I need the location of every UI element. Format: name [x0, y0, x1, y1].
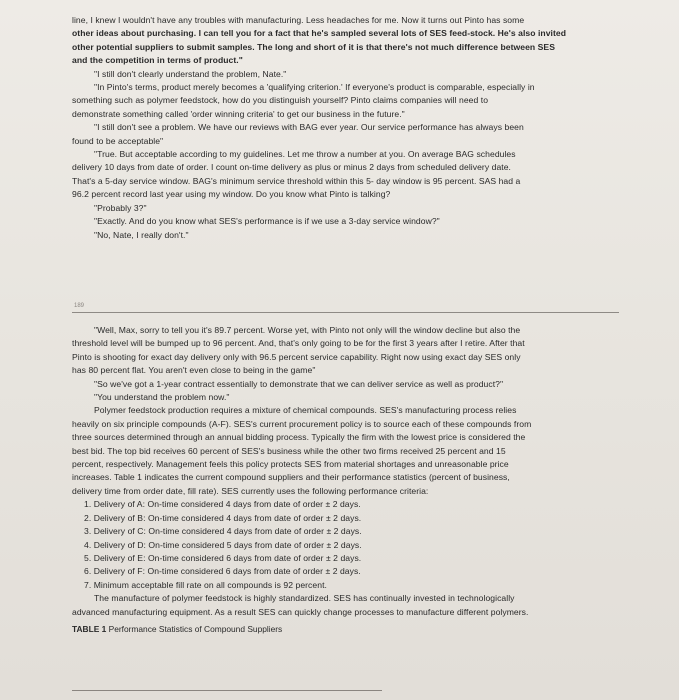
paragraph-line: something such as polymer feedstock, how do you distinguish yourself? Pinto claims companies will need to: [72, 95, 489, 106]
dialogue-line: "You understand the problem now.": [94, 392, 230, 403]
paragraph-line: demonstrate something called 'order winning criteria' to get our business in the future.": [72, 108, 405, 119]
criteria-item: 7. Minimum acceptable fill rate on all compounds is 92 percent.: [84, 579, 327, 590]
dialogue-line: "Probably 3?": [94, 202, 147, 213]
paragraph-line: advanced manufacturing equipment. As a result SES can quickly change processes to manufacture different polymers.: [72, 606, 529, 617]
table-title: Performance Statistics of Compound Suppliers: [108, 623, 283, 634]
criteria-item: 3. Delivery of C: On-time considered 4 days from date of order ± 2 days.: [84, 526, 362, 537]
paragraph-line: threshold level will be bumped up to 96 percent. And, that's only going to be for the first 3 years after I retire. After that: [72, 338, 525, 349]
paragraph-line: has 80 percent flat. You aren't even close to being in the game": [72, 365, 316, 376]
page-marker: 189: [74, 303, 85, 309]
table-label: TABLE 1: [72, 623, 107, 634]
paragraph-line: increases. Table 1 indicates the current compound suppliers and their performance statistics (percent of business,: [72, 472, 510, 483]
dialogue-line: "In Pinto's terms, product merely becomes a 'qualifying criterion.' If everyone's product is comparable, especially in: [94, 82, 535, 93]
paragraph-line: best bid. The top bid receives 60 percent of SES's business while the other two firms received 25 percent and 15: [72, 445, 506, 456]
dialogue-line: "True. But acceptable according to my guidelines. Let me throw a number at you. On average BAG schedules: [94, 149, 516, 160]
criteria-item: 6. Delivery of F: On-time considered 6 days from date of order ± 2 days.: [84, 566, 361, 577]
bottom-text-block: [72, 324, 631, 636]
paragraph-line: heavily on six principle compounds (A-F). SES's current procurement policy is to source each of these compounds from: [72, 418, 532, 429]
criteria-item: 2. Delivery of B: On-time considered 4 days from date of order ± 2 days.: [84, 512, 362, 523]
paragraph-line: line, I knew I wouldn't have any troubles with manufacturing. Less headaches for me. Now it turns out Pinto has some: [72, 15, 525, 25]
dialogue-line: "I still don't clearly understand the problem, Nate.": [94, 68, 287, 79]
criteria-item: 5. Delivery of E: On-time considered 6 days from date of order ± 2 days.: [84, 552, 362, 563]
dialogue-line: "Well, Max, sorry to tell you it's 89.7 percent. Worse yet, with Pinto not only will the window decline but also the: [94, 325, 521, 335]
criteria-item: 1. Delivery of A: On-time considered 4 days from date of order ± 2 days.: [84, 499, 361, 510]
paragraph-line: found to be acceptable": [72, 135, 164, 146]
top-text-block: [72, 14, 631, 242]
dialogue-line: "So we've got a 1-year contract essentially to demonstrate that we can deliver service as well as product?": [94, 378, 504, 389]
table-rule: [72, 690, 382, 691]
section-divider: [72, 312, 619, 313]
paragraph-line: delivery time from order date, fill rate). SES currently uses the following performance criteria:: [72, 485, 429, 496]
table-caption: [72, 623, 631, 636]
paragraph-line: That's a 5-day service window. BAG's minimum service threshold within this 5- day window is 95 percent. SAS had a: [72, 175, 521, 186]
paragraph-line: Polymer feedstock production requires a mixture of chemical compounds. SES's manufacturing process relies: [94, 405, 517, 416]
dialogue-line: "Exactly. And do you know what SES's performance is if we use a 3-day service window?": [94, 216, 440, 227]
dialogue-line: "No, Nate, I really don't.": [94, 229, 189, 240]
dialogue-line: "I still don't see a problem. We have our reviews with BAG ever year. Our service performance has always been: [94, 122, 524, 133]
paragraph-line: 96.2 percent record last year using my window. Do you know what Pinto is talking?: [72, 189, 391, 200]
criteria-item: 4. Delivery of D: On-time considered 5 days from date of order ± 2 days.: [84, 539, 362, 550]
criteria-list: [72, 498, 631, 592]
paragraph-line: percent, respectively. Management feels this policy protects SES from material shortages and unreasonable price: [72, 459, 509, 470]
paragraph-line: Pinto is shooting for exact day delivery only with 96.5 percent service capability. Right now using exact day SES only: [72, 351, 521, 362]
paragraph-line: other potential suppliers to submit samples. The long and short of it is that there's not much difference between SES: [72, 41, 555, 52]
paragraph-line: delivery 10 days from date of order. I count on-time delivery as plus or minus 2 days from scheduled delivery date.: [72, 162, 511, 173]
paragraph-line: and the competition in terms of product.": [72, 55, 243, 66]
paragraph-line: three sources determined through an annual bidding process. Typically the firm with the lowest price is considered the: [72, 432, 526, 443]
paragraph-line: The manufacture of polymer feedstock is highly standardized. SES has continually invested in technologically: [94, 593, 515, 604]
paragraph-line: other ideas about purchasing. I can tell you for a fact that he's sampled several lots of SES feed-stock. He's also invited: [72, 28, 567, 39]
